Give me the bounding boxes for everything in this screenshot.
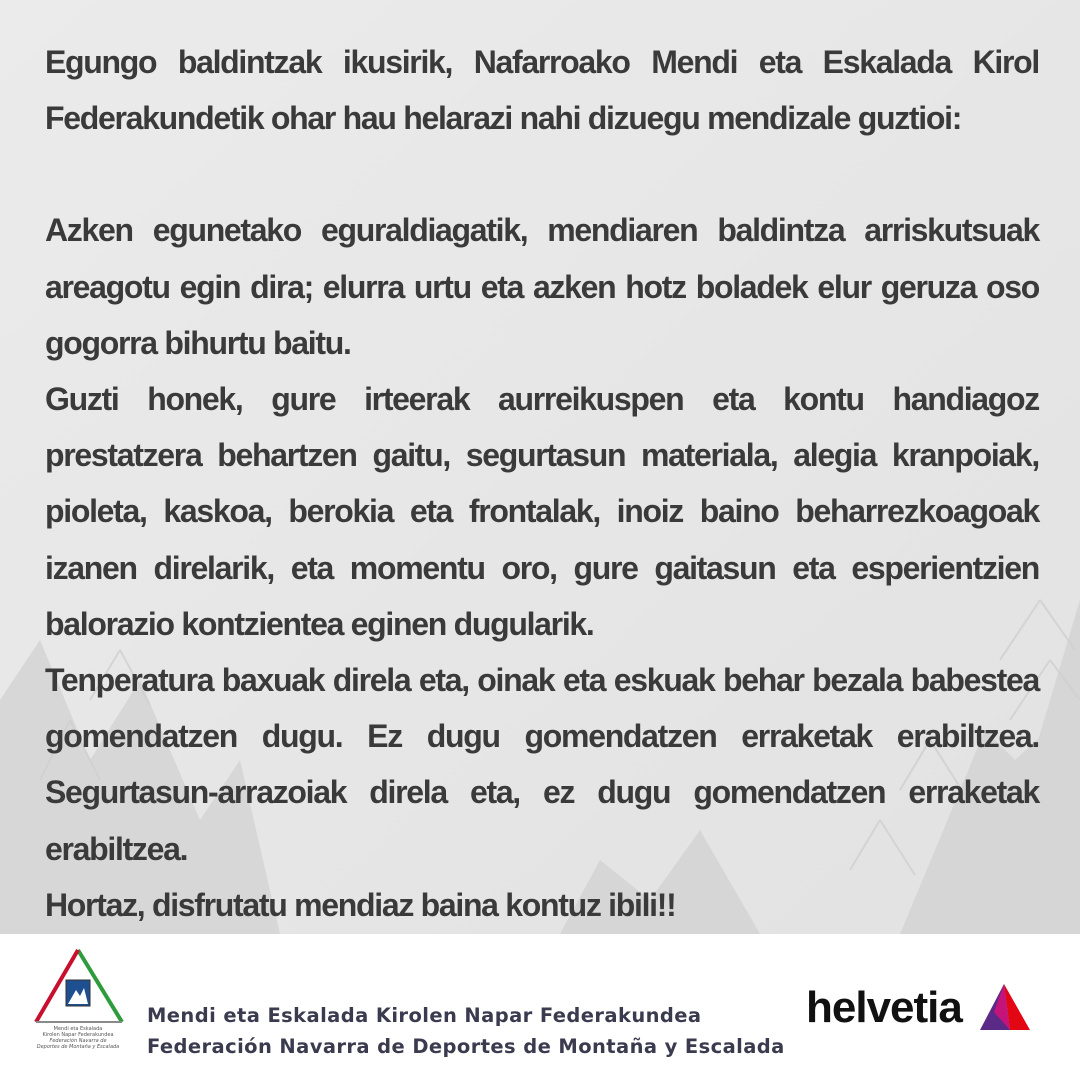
notice-intro: Egungo baldintzak ikusirik, Nafarroako Mendi eta Eskalada Kirol Federakundetik ohar hau helarazi nahi dizuegu mendizale guztioi: xyxy=(45,44,1039,137)
notice-paragraph-conditions: Azken egunetako eguraldiagatik, mendiaren baldintza arriskutsuak areagotu egin dira; elurra urtu eta azken hotz boladek elur geruza oso gogorra bihurtu baitu. xyxy=(45,212,1039,361)
federation-name-basque: Mendi eta Eskalada Kirolen Napar Federakundea xyxy=(147,1004,702,1027)
helvetia-triangle-icon xyxy=(976,982,1032,1032)
federation-logo xyxy=(30,946,126,1072)
federation-name xyxy=(147,1000,785,1062)
helvetia-wordmark: helvetia xyxy=(806,983,962,1032)
notice-paragraph-temperature: Tenperatura baxuak direla eta, oinak eta eskuak behar bezala babestea gomendatzen dugu. Ez dugu gomendatzen erraketak erabiltzea. Segurtasun-arrazoiak direla eta, ez dugu gomendatzen erraketak erabiltzea. xyxy=(45,662,1039,867)
mountain-triangle-icon xyxy=(30,946,126,1026)
helvetia-logo xyxy=(806,980,1036,1036)
notice-closing: Hortaz, disfrutatu mendiaz baina kontuz ibili!! xyxy=(45,886,676,923)
notice-paragraph-equipment: Guzti honek, gure irteerak aurreikuspen eta kontu handiagoz prestatzera behartzen gaitu, segurtasun materiala, alegia kranpoiak, pioleta, kaskoa, berokia eta frontalak, inoiz baino beharrezkoagoak izanen direlarik, eta momentu oro, gure gaitasun eta esperientzien balorazio kontzientea eginen dugularik. xyxy=(45,381,1039,642)
federation-logo-caption: Mendi eta Eskalada Kirolen Napar Federakundea Federación Navarra de Deportes de Montaña y Escalada xyxy=(36,1026,120,1050)
notice-text xyxy=(45,34,1039,933)
federation-name-spanish: Federación Navarra de Deportes de Montaña y Escalada xyxy=(147,1035,785,1058)
